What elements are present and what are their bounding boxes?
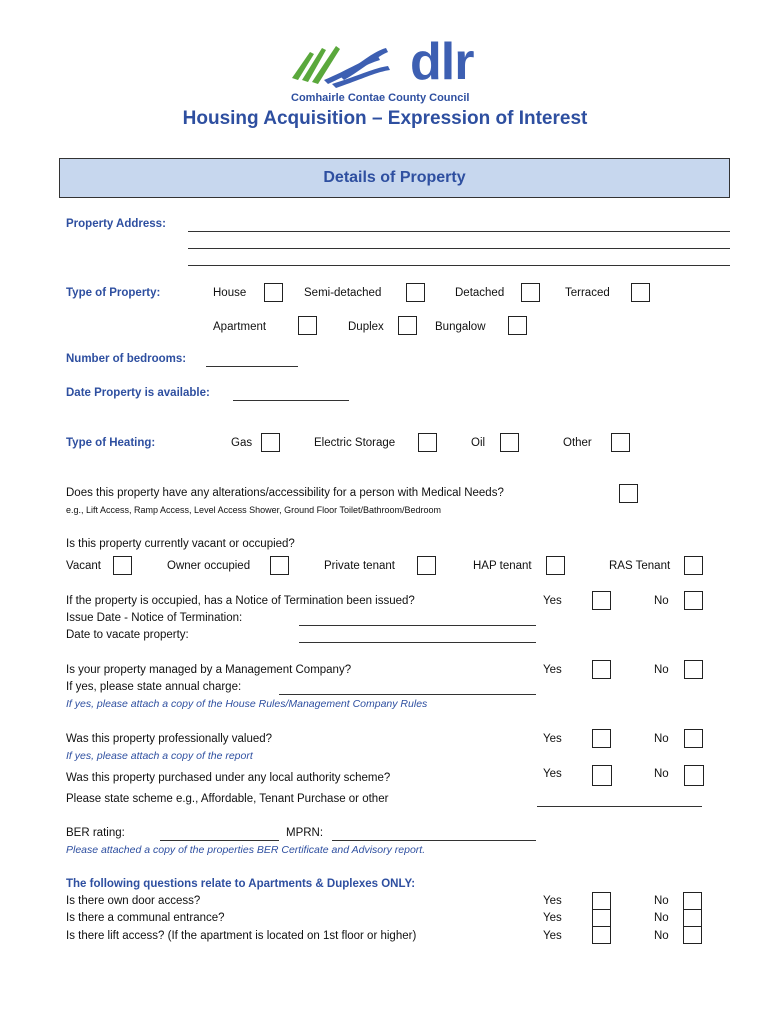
scheme-state-field[interactable] xyxy=(537,806,702,807)
section-heading: Details of Property xyxy=(59,158,730,198)
ber-label: BER rating: xyxy=(66,827,125,839)
scheme-state-label: Please state scheme e.g., Affordable, Tenant Purchase or other xyxy=(66,793,389,805)
electric-storage-checkbox[interactable] xyxy=(418,433,437,452)
medical-needs-question: Does this property have any alterations/accessibility for a person with Medical Needs? xyxy=(66,487,504,499)
option-terraced-label: Terraced xyxy=(565,287,610,299)
logo-swoosh-icon xyxy=(288,40,413,90)
medical-needs-example: e.g., Lift Access, Ramp Access, Level Access Shower, Ground Floor Toilet/Bathroom/Bedroom xyxy=(66,505,442,515)
management-question: Is your property managed by a Management Company? xyxy=(66,664,352,676)
option-semi-detached-label: Semi-detached xyxy=(304,287,382,299)
termination-no-checkbox[interactable] xyxy=(684,591,703,610)
vacancy-question: Is this property currently vacant or occupied? xyxy=(66,538,295,550)
valued-question: Was this property professionally valued? xyxy=(66,733,273,745)
gas-checkbox[interactable] xyxy=(261,433,280,452)
vacate-date-label: Date to vacate property: xyxy=(66,629,189,641)
management-yes-label: Yes xyxy=(543,664,562,676)
own-door-yes-checkbox[interactable] xyxy=(592,892,611,910)
date-available-label: Date Property is available: xyxy=(66,387,210,399)
scheme-yes-label: Yes xyxy=(543,768,562,780)
management-no-checkbox[interactable] xyxy=(684,660,703,679)
bungalow-checkbox[interactable] xyxy=(508,316,527,335)
own-door-question: Is there own door access? xyxy=(66,895,201,907)
medical-needs-checkbox[interactable] xyxy=(619,484,638,503)
own-door-no-checkbox[interactable] xyxy=(683,892,702,910)
oil-checkbox[interactable] xyxy=(500,433,519,452)
ras-tenant-label: RAS Tenant xyxy=(609,560,671,572)
address-line-1[interactable] xyxy=(188,231,730,232)
property-address-label: Property Address: xyxy=(66,218,166,230)
type-of-heating-label: Type of Heating: xyxy=(66,437,156,449)
scheme-yes-checkbox[interactable] xyxy=(592,765,612,786)
semi-detached-checkbox[interactable] xyxy=(406,283,425,302)
vacant-label: Vacant xyxy=(66,560,101,572)
management-yes-checkbox[interactable] xyxy=(592,660,611,679)
house-checkbox[interactable] xyxy=(264,283,283,302)
lift-yes-checkbox[interactable] xyxy=(592,926,611,944)
council-name: Comhairle Contae County Council xyxy=(291,92,470,104)
communal-no-checkbox[interactable] xyxy=(683,909,702,927)
private-tenant-label: Private tenant xyxy=(324,560,395,572)
bedrooms-label: Number of bedrooms: xyxy=(66,353,187,365)
termination-yes-checkbox[interactable] xyxy=(592,591,611,610)
owner-occupied-checkbox[interactable] xyxy=(270,556,289,575)
heating-oil-label: Oil xyxy=(471,437,486,449)
ras-tenant-checkbox[interactable] xyxy=(684,556,703,575)
apartment-checkbox[interactable] xyxy=(298,316,317,335)
bedrooms-field[interactable] xyxy=(206,366,298,367)
other-heating-checkbox[interactable] xyxy=(611,433,630,452)
lift-question: Is there lift access? (If the apartment is located on 1st floor or higher) xyxy=(66,930,417,942)
apartment-heading: The following questions relate to Apartments & Duplexes ONLY: xyxy=(66,878,416,890)
termination-yes-label: Yes xyxy=(543,595,562,607)
communal-yes-checkbox[interactable] xyxy=(592,909,611,927)
address-line-3[interactable] xyxy=(188,265,730,266)
hap-tenant-checkbox[interactable] xyxy=(546,556,565,575)
valued-note: If yes, please attach a copy of the report xyxy=(66,750,253,762)
valued-no-label: No xyxy=(654,733,669,745)
vacate-date-field[interactable] xyxy=(299,642,536,643)
scheme-no-label: No xyxy=(654,768,669,780)
option-duplex-label: Duplex xyxy=(348,321,384,333)
date-available-field[interactable] xyxy=(233,400,349,401)
option-bungalow-label: Bungalow xyxy=(435,321,486,333)
communal-no-label: No xyxy=(654,912,669,924)
option-apartment-label: Apartment xyxy=(213,321,267,333)
valued-no-checkbox[interactable] xyxy=(684,729,703,748)
vacant-checkbox[interactable] xyxy=(113,556,132,575)
option-detached-label: Detached xyxy=(455,287,505,299)
termination-question: If the property is occupied, has a Notice of Termination been issued? xyxy=(66,595,415,607)
ber-note: Please attached a copy of the properties BER Certificate and Advisory report. xyxy=(66,844,426,856)
issue-date-field[interactable] xyxy=(299,625,536,626)
termination-no-label: No xyxy=(654,595,669,607)
scheme-question: Was this property purchased under any local authority scheme? xyxy=(66,772,391,784)
lift-no-checkbox[interactable] xyxy=(683,926,702,944)
management-no-label: No xyxy=(654,664,669,676)
own-door-no-label: No xyxy=(654,895,669,907)
scheme-no-checkbox[interactable] xyxy=(684,765,704,786)
type-of-property-label: Type of Property: xyxy=(66,287,161,299)
communal-yes-label: Yes xyxy=(543,912,562,924)
valued-yes-label: Yes xyxy=(543,733,562,745)
lift-no-label: No xyxy=(654,930,669,942)
heating-other-label: Other xyxy=(563,437,592,449)
logo-text: dlr xyxy=(410,33,474,91)
mprn-field[interactable] xyxy=(332,840,536,841)
option-house-label: House xyxy=(213,287,247,299)
issue-date-label: Issue Date - Notice of Termination: xyxy=(66,612,243,624)
lift-yes-label: Yes xyxy=(543,930,562,942)
annual-charge-field[interactable] xyxy=(279,694,536,695)
private-tenant-checkbox[interactable] xyxy=(417,556,436,575)
heating-electric-label: Electric Storage xyxy=(314,437,396,449)
communal-question: Is there a communal entrance? xyxy=(66,912,225,924)
terraced-checkbox[interactable] xyxy=(631,283,650,302)
detached-checkbox[interactable] xyxy=(521,283,540,302)
address-line-2[interactable] xyxy=(188,248,730,249)
owner-occupied-label: Owner occupied xyxy=(167,560,251,572)
hap-tenant-label: HAP tenant xyxy=(473,560,532,572)
ber-field[interactable] xyxy=(160,840,279,841)
duplex-checkbox[interactable] xyxy=(398,316,417,335)
mprn-label: MPRN: xyxy=(286,827,324,839)
management-note: If yes, please attach a copy of the House Rules/Management Company Rules xyxy=(66,698,428,710)
heating-gas-label: Gas xyxy=(231,437,253,449)
council-logo xyxy=(288,40,413,90)
valued-yes-checkbox[interactable] xyxy=(592,729,611,748)
annual-charge-label: If yes, please state annual charge: xyxy=(66,681,242,693)
page-title: Housing Acquisition – Expression of Interest xyxy=(182,108,588,129)
own-door-yes-label: Yes xyxy=(543,895,562,907)
